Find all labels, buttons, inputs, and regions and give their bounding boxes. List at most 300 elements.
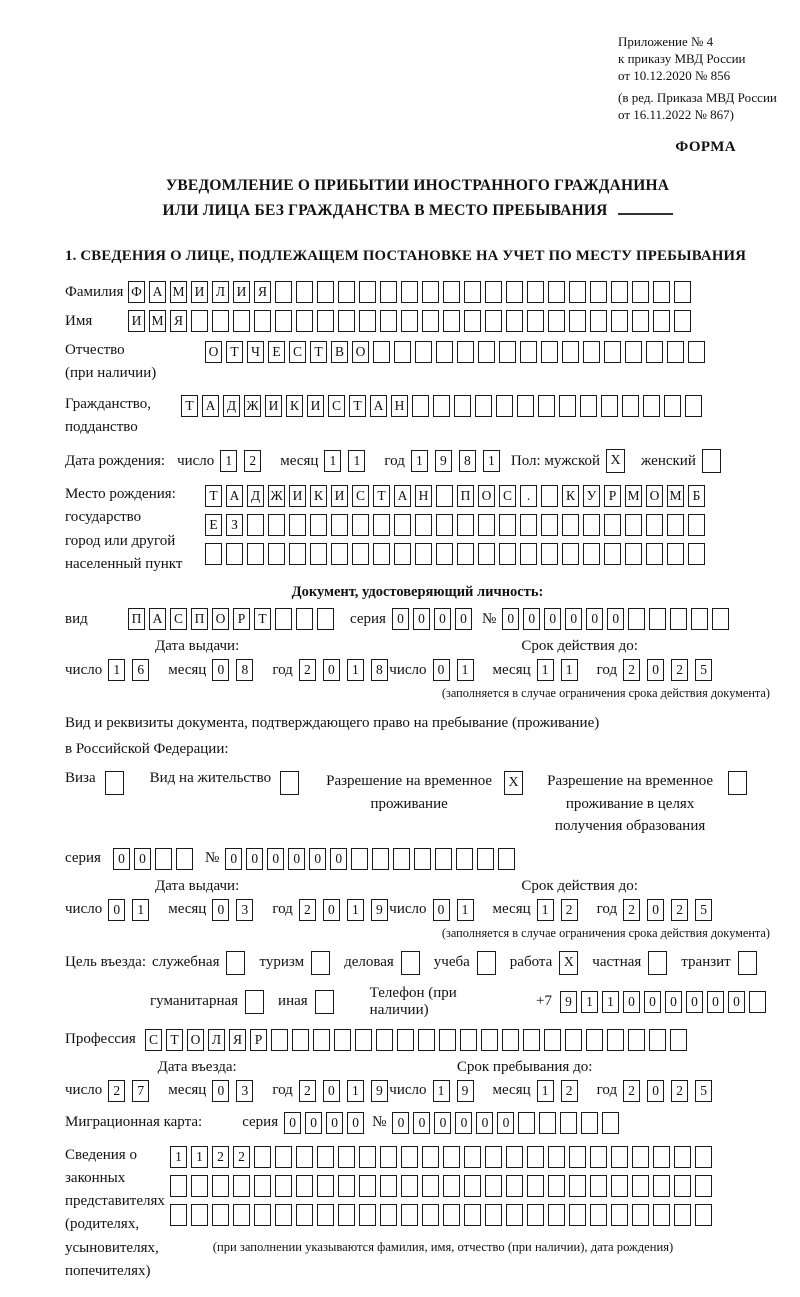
char-cell[interactable]: 0 [246, 848, 263, 870]
char-cell[interactable] [170, 1204, 187, 1226]
char-cell[interactable]: Е [205, 514, 222, 536]
char-cell[interactable] [565, 1029, 582, 1051]
visa-checkbox[interactable] [105, 771, 124, 795]
char-cell[interactable]: 5 [695, 659, 712, 681]
char-cell[interactable] [317, 1175, 334, 1197]
char-cell[interactable] [649, 608, 666, 630]
char-cell[interactable] [611, 281, 628, 303]
char-cell[interactable]: 1 [347, 1080, 364, 1102]
char-cell[interactable]: К [310, 485, 327, 507]
char-cell[interactable] [380, 281, 397, 303]
char-cell[interactable] [548, 310, 565, 332]
char-cell[interactable]: П [128, 608, 145, 630]
char-cell[interactable] [562, 543, 579, 565]
char-cell[interactable] [674, 1146, 691, 1168]
char-cell[interactable]: 0 [392, 1112, 409, 1134]
char-cell[interactable]: Т [349, 395, 366, 417]
char-cell[interactable]: 0 [134, 848, 151, 870]
char-cell[interactable] [233, 1204, 250, 1226]
char-cell[interactable]: 2 [212, 1146, 229, 1168]
char-cell[interactable] [485, 310, 502, 332]
char-cell[interactable] [667, 514, 684, 536]
char-cell[interactable] [590, 1146, 607, 1168]
char-cell[interactable] [443, 310, 460, 332]
char-cell[interactable] [212, 310, 229, 332]
char-cell[interactable]: О [646, 485, 663, 507]
char-cell[interactable] [520, 341, 537, 363]
char-cell[interactable] [254, 1146, 271, 1168]
char-cell[interactable]: 1 [411, 450, 428, 472]
char-cell[interactable]: С [499, 485, 516, 507]
char-cell[interactable] [191, 1175, 208, 1197]
char-cell[interactable] [632, 1146, 649, 1168]
business-checkbox[interactable] [401, 951, 420, 975]
char-cell[interactable] [155, 848, 172, 870]
char-cell[interactable] [296, 281, 313, 303]
char-cell[interactable] [380, 1204, 397, 1226]
char-cell[interactable]: 1 [220, 450, 237, 472]
char-cell[interactable] [422, 1204, 439, 1226]
char-cell[interactable]: И [307, 395, 324, 417]
char-cell[interactable] [359, 1175, 376, 1197]
char-cell[interactable]: 0 [455, 1112, 472, 1134]
char-cell[interactable]: К [562, 485, 579, 507]
char-cell[interactable]: 0 [476, 1112, 493, 1134]
char-cell[interactable] [401, 1204, 418, 1226]
char-cell[interactable]: 0 [686, 991, 703, 1013]
char-cell[interactable]: Н [391, 395, 408, 417]
char-cell[interactable] [602, 1112, 619, 1134]
char-cell[interactable] [688, 341, 705, 363]
char-cell[interactable] [541, 485, 558, 507]
char-cell[interactable]: 9 [371, 1080, 388, 1102]
char-cell[interactable] [611, 310, 628, 332]
char-cell[interactable] [646, 543, 663, 565]
char-cell[interactable] [331, 543, 348, 565]
char-cell[interactable] [586, 1029, 603, 1051]
char-cell[interactable] [401, 1146, 418, 1168]
char-cell[interactable] [191, 310, 208, 332]
char-cell[interactable]: С [145, 1029, 162, 1051]
char-cell[interactable]: 1 [602, 991, 619, 1013]
char-cell[interactable] [670, 1029, 687, 1051]
char-cell[interactable]: Ф [128, 281, 145, 303]
char-cell[interactable] [422, 1146, 439, 1168]
char-cell[interactable] [478, 341, 495, 363]
char-cell[interactable] [415, 543, 432, 565]
char-cell[interactable] [443, 1175, 460, 1197]
char-cell[interactable] [317, 1204, 334, 1226]
char-cell[interactable] [590, 281, 607, 303]
char-cell[interactable]: 0 [108, 899, 125, 921]
char-cell[interactable] [688, 514, 705, 536]
char-cell[interactable] [464, 281, 481, 303]
char-cell[interactable]: И [128, 310, 145, 332]
char-cell[interactable] [580, 395, 597, 417]
char-cell[interactable]: 1 [324, 450, 341, 472]
char-cell[interactable] [653, 1146, 670, 1168]
char-cell[interactable] [590, 1175, 607, 1197]
char-cell[interactable]: 0 [413, 608, 430, 630]
char-cell[interactable] [373, 543, 390, 565]
char-cell[interactable] [205, 543, 222, 565]
char-cell[interactable]: 0 [347, 1112, 364, 1134]
char-cell[interactable]: 0 [413, 1112, 430, 1134]
char-cell[interactable]: В [331, 341, 348, 363]
char-cell[interactable] [334, 1029, 351, 1051]
char-cell[interactable]: П [191, 608, 208, 630]
char-cell[interactable]: Я [254, 281, 271, 303]
private-checkbox[interactable] [648, 951, 667, 975]
official-checkbox[interactable] [226, 951, 245, 975]
char-cell[interactable]: Я [229, 1029, 246, 1051]
char-cell[interactable] [275, 310, 292, 332]
char-cell[interactable]: 1 [537, 659, 554, 681]
char-cell[interactable]: 0 [288, 848, 305, 870]
residence-permit-checkbox[interactable] [280, 771, 299, 795]
char-cell[interactable] [331, 514, 348, 536]
char-cell[interactable]: 1 [347, 659, 364, 681]
char-cell[interactable]: О [478, 485, 495, 507]
char-cell[interactable]: М [170, 281, 187, 303]
char-cell[interactable] [313, 1029, 330, 1051]
char-cell[interactable]: 1 [561, 659, 578, 681]
char-cell[interactable]: 0 [309, 848, 326, 870]
char-cell[interactable] [667, 543, 684, 565]
char-cell[interactable] [517, 395, 534, 417]
char-cell[interactable] [247, 543, 264, 565]
char-cell[interactable] [380, 310, 397, 332]
char-cell[interactable]: 1 [348, 450, 365, 472]
char-cell[interactable] [352, 543, 369, 565]
char-cell[interactable] [338, 1146, 355, 1168]
char-cell[interactable] [523, 1029, 540, 1051]
char-cell[interactable] [338, 1204, 355, 1226]
char-cell[interactable] [499, 543, 516, 565]
char-cell[interactable] [485, 1146, 502, 1168]
temp-residence-checkbox[interactable]: X [504, 771, 523, 795]
char-cell[interactable]: Д [247, 485, 264, 507]
char-cell[interactable] [485, 1204, 502, 1226]
char-cell[interactable] [275, 1175, 292, 1197]
char-cell[interactable]: К [286, 395, 303, 417]
char-cell[interactable]: Б [688, 485, 705, 507]
char-cell[interactable] [695, 1204, 712, 1226]
char-cell[interactable]: 0 [728, 991, 745, 1013]
char-cell[interactable] [691, 608, 708, 630]
char-cell[interactable] [601, 395, 618, 417]
char-cell[interactable]: Л [208, 1029, 225, 1051]
char-cell[interactable]: 1 [132, 899, 149, 921]
char-cell[interactable] [271, 1029, 288, 1051]
char-cell[interactable] [435, 848, 452, 870]
char-cell[interactable] [212, 1204, 229, 1226]
char-cell[interactable] [477, 848, 494, 870]
char-cell[interactable]: Т [254, 608, 271, 630]
char-cell[interactable] [611, 1204, 628, 1226]
char-cell[interactable] [414, 848, 431, 870]
char-cell[interactable]: 2 [623, 659, 640, 681]
char-cell[interactable]: Р [250, 1029, 267, 1051]
char-cell[interactable] [436, 341, 453, 363]
char-cell[interactable] [422, 1175, 439, 1197]
char-cell[interactable]: 0 [647, 899, 664, 921]
char-cell[interactable]: А [149, 608, 166, 630]
char-cell[interactable]: 1 [457, 899, 474, 921]
char-cell[interactable]: И [331, 485, 348, 507]
char-cell[interactable]: 0 [565, 608, 582, 630]
char-cell[interactable] [498, 848, 515, 870]
char-cell[interactable]: 5 [695, 1080, 712, 1102]
char-cell[interactable]: М [625, 485, 642, 507]
char-cell[interactable] [456, 848, 473, 870]
char-cell[interactable] [394, 341, 411, 363]
char-cell[interactable] [611, 1146, 628, 1168]
char-cell[interactable]: 0 [392, 608, 409, 630]
char-cell[interactable]: 1 [483, 450, 500, 472]
char-cell[interactable] [749, 991, 766, 1013]
char-cell[interactable] [289, 514, 306, 536]
char-cell[interactable] [541, 514, 558, 536]
char-cell[interactable] [628, 608, 645, 630]
char-cell[interactable]: 0 [586, 608, 603, 630]
char-cell[interactable] [254, 1204, 271, 1226]
other-purpose-checkbox[interactable] [315, 990, 334, 1014]
char-cell[interactable] [401, 281, 418, 303]
char-cell[interactable]: 2 [299, 659, 316, 681]
char-cell[interactable] [481, 1029, 498, 1051]
char-cell[interactable] [352, 514, 369, 536]
char-cell[interactable] [454, 395, 471, 417]
char-cell[interactable]: 0 [113, 848, 130, 870]
char-cell[interactable] [170, 1175, 187, 1197]
char-cell[interactable] [394, 543, 411, 565]
char-cell[interactable] [604, 514, 621, 536]
char-cell[interactable]: 0 [497, 1112, 514, 1134]
char-cell[interactable]: 0 [323, 1080, 340, 1102]
char-cell[interactable]: С [170, 608, 187, 630]
char-cell[interactable] [548, 1175, 565, 1197]
work-checkbox[interactable]: X [559, 951, 578, 975]
char-cell[interactable] [436, 485, 453, 507]
char-cell[interactable]: 8 [236, 659, 253, 681]
char-cell[interactable]: Т [226, 341, 243, 363]
char-cell[interactable]: 2 [561, 899, 578, 921]
char-cell[interactable] [338, 1175, 355, 1197]
char-cell[interactable]: 0 [434, 608, 451, 630]
char-cell[interactable]: 0 [523, 608, 540, 630]
char-cell[interactable] [289, 543, 306, 565]
char-cell[interactable] [176, 848, 193, 870]
char-cell[interactable] [485, 1175, 502, 1197]
char-cell[interactable] [475, 395, 492, 417]
char-cell[interactable] [376, 1029, 393, 1051]
char-cell[interactable] [397, 1029, 414, 1051]
char-cell[interactable]: 0 [212, 899, 229, 921]
char-cell[interactable] [296, 1204, 313, 1226]
char-cell[interactable]: 6 [132, 659, 149, 681]
char-cell[interactable] [485, 281, 502, 303]
char-cell[interactable] [506, 1146, 523, 1168]
char-cell[interactable] [674, 1175, 691, 1197]
char-cell[interactable] [632, 281, 649, 303]
char-cell[interactable]: 9 [457, 1080, 474, 1102]
char-cell[interactable]: Е [268, 341, 285, 363]
char-cell[interactable] [401, 310, 418, 332]
char-cell[interactable] [520, 543, 537, 565]
char-cell[interactable] [527, 1146, 544, 1168]
char-cell[interactable]: 0 [665, 991, 682, 1013]
char-cell[interactable]: 0 [647, 1080, 664, 1102]
char-cell[interactable]: 7 [132, 1080, 149, 1102]
char-cell[interactable] [359, 1204, 376, 1226]
char-cell[interactable] [653, 1175, 670, 1197]
char-cell[interactable] [653, 310, 670, 332]
char-cell[interactable] [562, 341, 579, 363]
char-cell[interactable] [632, 1175, 649, 1197]
char-cell[interactable] [296, 1175, 313, 1197]
char-cell[interactable] [611, 1175, 628, 1197]
char-cell[interactable]: Р [604, 485, 621, 507]
char-cell[interactable]: 0 [326, 1112, 343, 1134]
char-cell[interactable] [418, 1029, 435, 1051]
char-cell[interactable] [502, 1029, 519, 1051]
char-cell[interactable]: Н [415, 485, 432, 507]
char-cell[interactable] [401, 1175, 418, 1197]
char-cell[interactable]: 2 [561, 1080, 578, 1102]
char-cell[interactable]: М [149, 310, 166, 332]
char-cell[interactable] [569, 1146, 586, 1168]
char-cell[interactable] [518, 1112, 535, 1134]
char-cell[interactable] [625, 514, 642, 536]
char-cell[interactable] [527, 310, 544, 332]
char-cell[interactable] [581, 1112, 598, 1134]
char-cell[interactable]: Ж [244, 395, 261, 417]
char-cell[interactable] [541, 341, 558, 363]
char-cell[interactable] [674, 1204, 691, 1226]
char-cell[interactable] [538, 395, 555, 417]
char-cell[interactable] [506, 310, 523, 332]
char-cell[interactable] [604, 543, 621, 565]
char-cell[interactable] [622, 395, 639, 417]
char-cell[interactable]: 2 [244, 450, 261, 472]
char-cell[interactable]: Т [373, 485, 390, 507]
tourism-checkbox[interactable] [311, 951, 330, 975]
char-cell[interactable] [685, 395, 702, 417]
char-cell[interactable]: 0 [607, 608, 624, 630]
char-cell[interactable] [443, 1146, 460, 1168]
char-cell[interactable] [695, 1175, 712, 1197]
char-cell[interactable]: Ч [247, 341, 264, 363]
char-cell[interactable]: 5 [695, 899, 712, 921]
char-cell[interactable] [275, 608, 292, 630]
char-cell[interactable] [649, 1029, 666, 1051]
char-cell[interactable]: 0 [330, 848, 347, 870]
char-cell[interactable] [233, 310, 250, 332]
char-cell[interactable] [457, 514, 474, 536]
char-cell[interactable]: С [289, 341, 306, 363]
char-cell[interactable] [393, 848, 410, 870]
char-cell[interactable] [226, 543, 243, 565]
char-cell[interactable]: 0 [623, 991, 640, 1013]
char-cell[interactable] [604, 341, 621, 363]
char-cell[interactable] [559, 395, 576, 417]
char-cell[interactable] [583, 341, 600, 363]
char-cell[interactable] [527, 1175, 544, 1197]
char-cell[interactable] [653, 1204, 670, 1226]
char-cell[interactable] [664, 395, 681, 417]
char-cell[interactable]: 3 [236, 1080, 253, 1102]
char-cell[interactable]: 2 [299, 899, 316, 921]
char-cell[interactable] [443, 281, 460, 303]
char-cell[interactable]: 1 [108, 659, 125, 681]
char-cell[interactable] [499, 341, 516, 363]
char-cell[interactable]: 0 [267, 848, 284, 870]
char-cell[interactable]: А [394, 485, 411, 507]
char-cell[interactable] [520, 514, 537, 536]
char-cell[interactable] [506, 1204, 523, 1226]
char-cell[interactable] [359, 281, 376, 303]
char-cell[interactable] [499, 514, 516, 536]
char-cell[interactable]: Т [166, 1029, 183, 1051]
char-cell[interactable]: Л [212, 281, 229, 303]
char-cell[interactable]: 0 [323, 899, 340, 921]
char-cell[interactable] [646, 341, 663, 363]
char-cell[interactable]: 0 [647, 659, 664, 681]
char-cell[interactable]: О [187, 1029, 204, 1051]
char-cell[interactable] [464, 1204, 481, 1226]
char-cell[interactable]: З [226, 514, 243, 536]
char-cell[interactable] [478, 514, 495, 536]
char-cell[interactable] [590, 310, 607, 332]
char-cell[interactable] [506, 281, 523, 303]
char-cell[interactable]: А [149, 281, 166, 303]
char-cell[interactable]: 1 [581, 991, 598, 1013]
char-cell[interactable] [478, 543, 495, 565]
char-cell[interactable] [548, 281, 565, 303]
char-cell[interactable] [394, 514, 411, 536]
char-cell[interactable]: И [265, 395, 282, 417]
sex-female-checkbox[interactable] [702, 449, 721, 473]
char-cell[interactable] [460, 1029, 477, 1051]
char-cell[interactable]: 8 [371, 659, 388, 681]
char-cell[interactable] [338, 281, 355, 303]
char-cell[interactable] [562, 514, 579, 536]
char-cell[interactable]: П [457, 485, 474, 507]
char-cell[interactable]: Т [205, 485, 222, 507]
char-cell[interactable]: 2 [233, 1146, 250, 1168]
char-cell[interactable] [268, 543, 285, 565]
char-cell[interactable]: Ж [268, 485, 285, 507]
char-cell[interactable]: 0 [433, 659, 450, 681]
char-cell[interactable]: 2 [108, 1080, 125, 1102]
char-cell[interactable] [439, 1029, 456, 1051]
char-cell[interactable] [544, 1029, 561, 1051]
char-cell[interactable] [247, 514, 264, 536]
char-cell[interactable] [569, 281, 586, 303]
char-cell[interactable] [548, 1146, 565, 1168]
char-cell[interactable] [670, 608, 687, 630]
char-cell[interactable] [380, 1146, 397, 1168]
char-cell[interactable] [359, 310, 376, 332]
char-cell[interactable] [583, 543, 600, 565]
char-cell[interactable]: . [520, 485, 537, 507]
char-cell[interactable] [292, 1029, 309, 1051]
char-cell[interactable] [275, 281, 292, 303]
char-cell[interactable]: 0 [644, 991, 661, 1013]
char-cell[interactable]: 1 [537, 899, 554, 921]
char-cell[interactable]: 0 [455, 608, 472, 630]
